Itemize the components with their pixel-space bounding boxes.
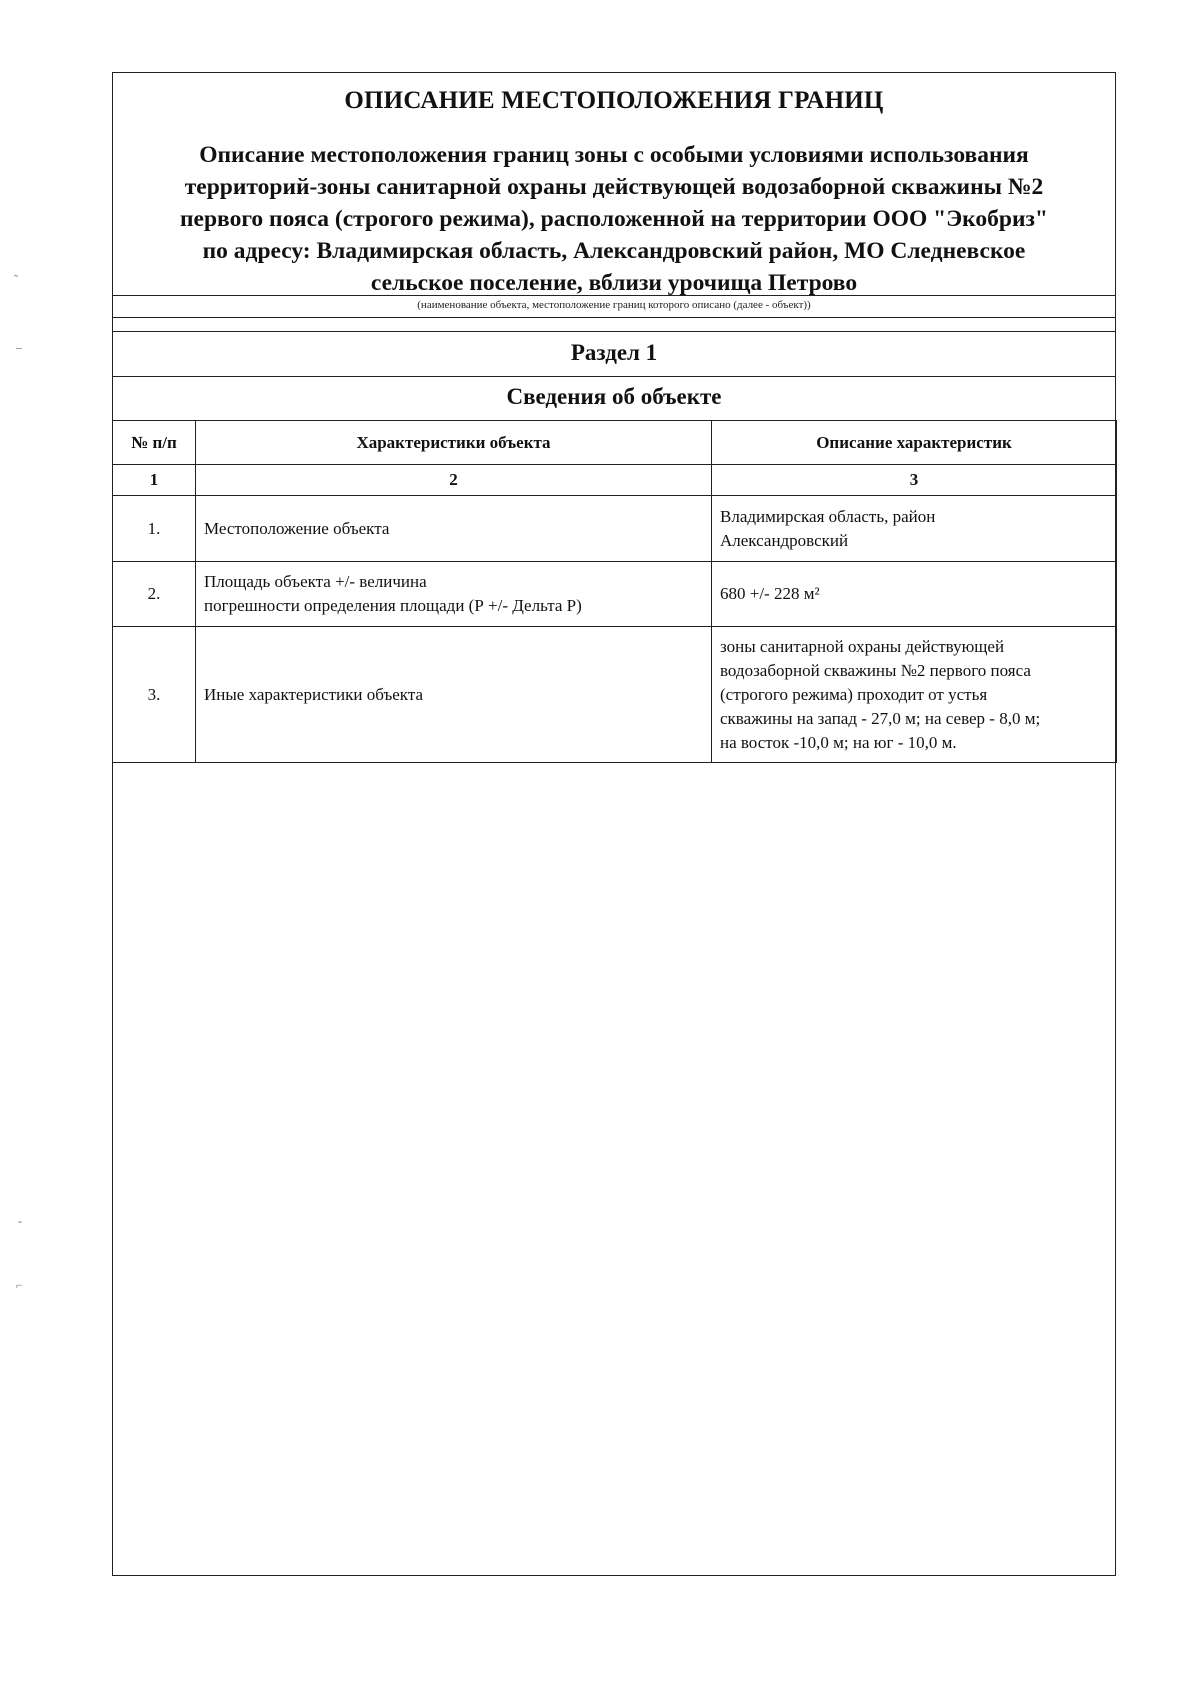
characteristic-line: погрешности определения площади (Р +/- Дельта Р) bbox=[204, 596, 582, 615]
column-number: 3 bbox=[712, 465, 1117, 496]
document-title: ОПИСАНИЕ МЕСТОПОЛОЖЕНИЯ ГРАНИЦ bbox=[344, 87, 884, 114]
scan-artifact: - bbox=[18, 1214, 22, 1228]
object-caption: (наименование объекта, местоположение границ которого описано (далее - объект)) bbox=[417, 299, 811, 311]
section-label: Раздел 1 bbox=[570, 340, 658, 365]
divider bbox=[113, 317, 1115, 318]
subtitle-line: сельское поселение, вблизи урочища Петрово bbox=[370, 270, 858, 296]
column-number: 2 bbox=[196, 465, 712, 496]
description-line: водозаборной скважины №2 первого пояса bbox=[720, 660, 1031, 680]
scan-artifact: ⌐ bbox=[16, 1278, 23, 1292]
table-row bbox=[113, 496, 1117, 562]
characteristic-line: Иные характеристики объекта bbox=[204, 684, 424, 704]
table-row bbox=[113, 562, 1117, 627]
subtitle-line: по адресу: Владимирская область, Александровский район, МО Следневское bbox=[202, 238, 1026, 264]
description-line: скважины на запад - 27,0 м; на север - 8,0 м; bbox=[720, 708, 1041, 728]
column-number-row bbox=[113, 465, 1117, 496]
row-description bbox=[712, 562, 1117, 627]
table-row bbox=[113, 627, 1117, 763]
row-number: 3. bbox=[113, 627, 196, 763]
section-title: Сведения об объекте bbox=[506, 384, 722, 409]
description-line: 680 +/- 228 м² bbox=[720, 584, 820, 603]
description-line: на восток -10,0 м; на юг - 10,0 м. bbox=[720, 732, 957, 752]
subtitle-line: территорий-зоны санитарной охраны действующей водозаборной скважины №2 bbox=[184, 174, 1044, 200]
document-frame bbox=[112, 72, 1116, 1576]
row-characteristic bbox=[196, 562, 712, 627]
header-number: № п/п bbox=[113, 421, 196, 465]
description-line: Александровский bbox=[720, 530, 849, 550]
description-line: (строгого режима) проходит от устья bbox=[720, 684, 988, 704]
row-characteristic bbox=[196, 627, 712, 763]
divider bbox=[113, 295, 1115, 296]
document-subtitle bbox=[117, 139, 1111, 299]
row-number: 1. bbox=[113, 496, 196, 562]
header-characteristic: Характеристики объекта bbox=[196, 421, 712, 465]
row-description bbox=[712, 496, 1117, 562]
row-number: 2. bbox=[113, 562, 196, 627]
object-info-table bbox=[112, 420, 1117, 763]
table-header-row bbox=[113, 421, 1117, 465]
description-line: зоны санитарной охраны действующей bbox=[720, 636, 1005, 656]
divider bbox=[113, 376, 1115, 377]
subtitle-line: Описание местоположения границ зоны с особыми условиями использования bbox=[199, 142, 1029, 168]
row-description bbox=[712, 627, 1117, 763]
divider bbox=[113, 331, 1115, 332]
subtitle-line: первого пояса (строгого режима), расположенной на территории ООО "Экобриз" bbox=[180, 206, 1048, 232]
header-description: Описание характеристик bbox=[712, 421, 1117, 465]
scan-artifact: ˜ bbox=[14, 272, 18, 286]
description-line: Владимирская область, район bbox=[720, 506, 936, 526]
characteristic-line: Местоположение объекта bbox=[204, 518, 390, 538]
row-characteristic bbox=[196, 496, 712, 562]
scan-artifact: – bbox=[16, 340, 22, 354]
column-number: 1 bbox=[113, 465, 196, 496]
characteristic-line: Площадь объекта +/- величина bbox=[204, 572, 427, 591]
